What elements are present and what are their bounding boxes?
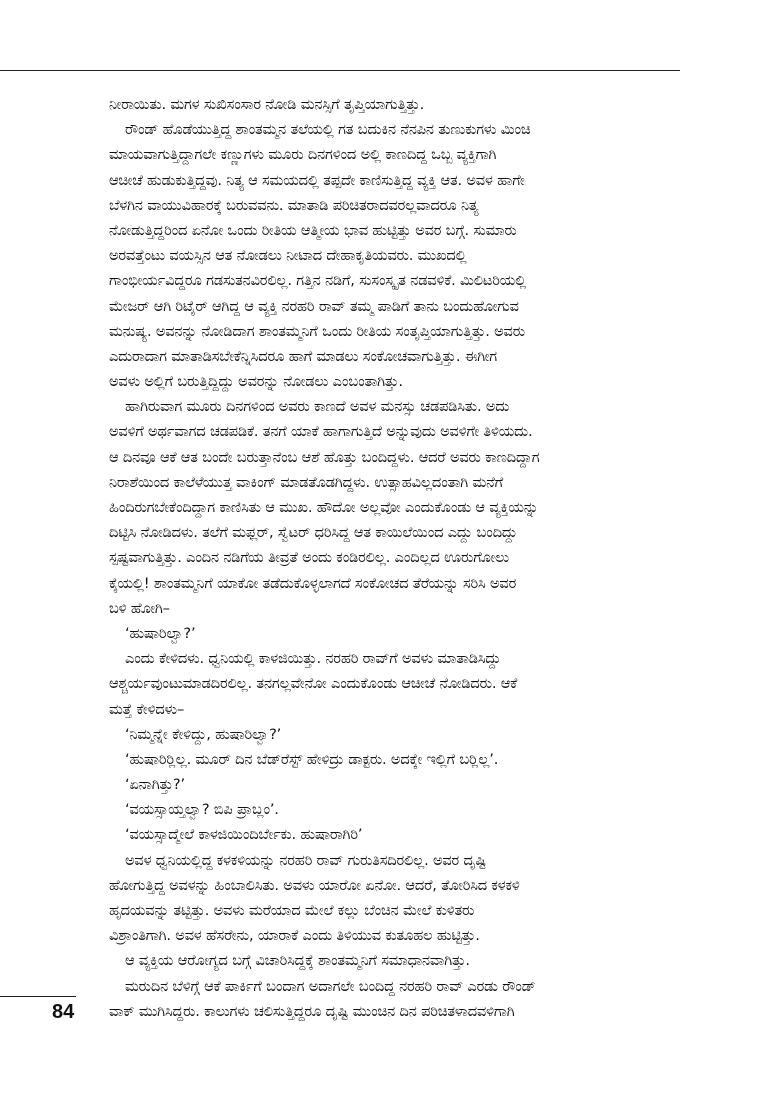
page-number: 84 [52,1001,75,1023]
text-line: ಗಾಂಭೀರ್ಯವಿದ್ದರೂ ಗಡಸುತನವಿರಲಿಲ್ಲ. ಗತ್ತಿನ ನಡಿಗೆ, ಸುಸಂಸ್ಕೃತ ನಡವಳಿಕೆ. ಮಿಲಿಟರಿಯಲ್ಲಿ [109,272,526,290]
text-line: ಅರವತ್ತೆಂಟು ವಯಸ್ಸಿನ ಆತ ನೋಡಲು ನೀಟಾದ ದೇಹಾಕೃತಿಯವರು. ಮುಖದಲ್ಲಿ [109,247,467,265]
text-line: ಹಾಗಿರುವಾಗ ಮೂರು ದಿನಗಳಿಂದ ಅವರು ಕಾಣದೆ ಅವಳ ಮನಸ್ಸು ಚಡಪಡಿಸಿತು. ಅದು [125,398,510,416]
text-line: ದಿಟ್ಟಿಸಿ ನೋಡಿದಳು. ತಲೆಗೆ ಮಫ್ಲರ್, ಸ್ವೆಟರ್ ಧರಿಸಿದ್ದ ಆತ ಕಾಯಿಲೆಯಿಂದ ಎದ್ದು ಬಂದಿದ್ದು [109,524,518,542]
text-line: ಆ ವ್ಯಕ್ತಿಯ ಆರೋಗ್ಯದ ಬಗ್ಗೆ ವಿಚಾರಿಸಿದ್ದಕ್ಕೆ ಶಾಂತಮ್ಮನಿಗೆ ಸಮಾಧಾನವಾಗಿತ್ತು. [125,952,470,970]
text-line: ವಿಶ್ರಾಂತಿಗಾಗಿ. ಅವಳ ಹೆಸರೇನು, ಯಾರಾಕೆ ಎಂದು ತಿಳಿಯುವ ಕುತೂಹಲ ಹುಟ್ಟಿತ್ತು. [109,927,480,945]
text-line: ಹೃದಯವನ್ನು ತಟ್ಟಿತ್ತು. ಅವಳು ಮರೆಯಾದ ಮೇಲೆ ಕಲ್ಲು ಬೆಂಚಿನ ಮೇಲೆ ಕುಳಿತರು [109,902,475,919]
text-line: ಬಳಿ ಹೋಗಿ– [109,599,170,617]
text-line: ಸ್ಪಷ್ಟವಾಗುತ್ತಿತ್ತು. ಎಂದಿನ ನಡಿಗೆಯ ತೀವ್ರತೆ ಅಂದು ಕಂಡಿರಲಿಲ್ಲ. ಎಂದಿಲ್ಲದ ಊರುಗೋಲು [109,549,509,567]
text-line: ನಿರಾಶೆಯಿಂದ ಕಾಲೆಳೆಯುತ್ತ ವಾಕಿಂಗ್ ಮಾಡತೊಡಗಿದ್ದಳು. ಉತ್ಸಾಹವಿಲ್ಲದಂತಾಗಿ ಮನೆಗೆ [109,473,503,491]
body-text [109,92,681,1024]
text-line: ಮೇಜರ್ ಆಗಿ ರಿಟೈರ್ ಆಗಿದ್ದ ಆ ವ್ಯಕ್ತಿ ನರಹರಿ ರಾವ್ ತಮ್ಮ ಪಾಡಿಗೆ ತಾನು ಬಂದುಹೋಗುವ [109,297,519,315]
text-line: ಅವಳಿಗೆ ಅರ್ಥವಾಗದ ಚಡಪಡಿಕೆ. ತನಗೆ ಯಾಕೆ ಹಾಗಾಗುತ್ತಿದೆ ಅನ್ನುವುದು ಅವಳಿಗೇ ತಿಳಿಯದು. [109,423,533,441]
text-line: ಹೋಗುತ್ತಿದ್ದ ಅವಳನ್ನು ಹಿಂಬಾಲಿಸಿತು. ಅವಳು ಯಾರೋ ಏನೋ. ಆದರೆ, ತೋರಿಸಿದ ಕಳಕಳಿ [109,876,520,894]
text-line: ಹಿಂದಿರುಗಬೇಕೆಂದಿದ್ದಾಗ ಕಾಣಿಸಿತು ಆ ಮುಖ. ಹೌದೋ ಅಲ್ಲವೋ ಎಂದುಕೊಂಡು ಆ ವ್ಯಕ್ತಿಯನ್ನು [109,499,539,516]
text-line: ಮನುಷ್ಯ. ಅವನನ್ನು ನೋಡಿದಾಗ ಶಾಂತಮ್ಮನಿಗೆ ಒಂದು ರೀತಿಯ ಸಂತೃಪ್ತಿಯಾಗುತ್ತಿತ್ತು. ಅವರು [109,322,525,340]
text-line: ಬೆಳಗಿನ ವಾಯುವಿಹಾರಕ್ಕೆ ಬರುವವನು. ಮಾತಾಡಿ ಪರಿಚಿತರಾದವರಲ್ಲವಾದರೂ ನಿತ್ಯ [109,196,479,214]
text-line: ಆಚೀಚೆ ಹುಡುಕುತ್ತಿದ್ದವು. ನಿತ್ಯ ಆ ಸಮಯದಲ್ಲಿ ತಪ್ಪದೇ ಕಾಣಿಸುತ್ತಿದ್ದ ವ್ಯಕ್ತಿ ಆತ. ಅವಳ ಹಾಗೇ [109,171,525,189]
text-line: ಅವಳು ಅಲ್ಲಿಗೆ ಬರುತ್ತಿದ್ದಿದ್ದು ಅವರನ್ನು ನೋಡಲು ಎಂಬಂತಾಗಿತ್ತು. [109,373,403,391]
footer-rule [0,996,76,997]
text-line: ಎದುರಾದಾಗ ಮಾತಾಡಿಸಬೇಕೆನ್ನಿಸಿದರೂ ಹಾಗೆ ಮಾಡಲು ಸಂಕೋಚವಾಗುತ್ತಿತ್ತು. ಈಗೀಗ [109,347,497,365]
text-line: ಮರುದಿನ ಬೆಳಿಗ್ಗೆ ಆಕೆ ಪಾರ್ಕಿಗೆ ಬಂದಾಗ ಅದಾಗಲೇ ಬಂದಿದ್ದ ನರಹರಿ ರಾವ್ ಎರಡು ರೌಂಡ್ [125,977,536,995]
text-line: ನೋಡುತ್ತಿದ್ದರಿಂದ ಏನೋ ಒಂದು ರೀತಿಯ ಆತ್ಮೀಯ ಭಾವ ಹುಟ್ಟಿತ್ತು ಅವರ ಬಗ್ಗೆ. ಸುಮಾರು [109,221,517,239]
text-line: ನೀರಾಯಿತು. ಮಗಳ ಸುಖಿಸಂಸಾರ ನೋಡಿ ಮನಸ್ಸಿಗೆ ತೃಪ್ತಿಯಾಗುತ್ತಿತ್ತು. [109,96,425,113]
dialogue-line: ‘ವಯಸ್ಸಾದ್ಮೇಲೆ ಕಾಳಜಿಯಿಂದಿರ್ಬೇಕು. ಹುಷಾರಾಗಿರಿ’ [125,826,363,844]
dialogue-line: ‘ಹುಷಾರಿಲ್ವಾ?’ [125,624,196,642]
text-line: ಅವಳ ಧ್ವನಿಯಲ್ಲಿದ್ದ ಕಳಕಳಿಯನ್ನು ನರಹರಿ ರಾವ್ ಗುರುತಿಸದಿರಲಿಲ್ಲ. ಅವರ ದೃಷ್ಟಿ [125,851,487,869]
dialogue-line: ‘ಹುಷಾರಿರ್‍ಲಿಲ್ಲ. ಮೂರ್ ದಿನ ಬೆಡ್‌ರೆಸ್ಟ್ ಹೇಳಿದ್ರು ಡಾಕ್ಟರು. ಅದಕ್ಕೇ ಇಲ್ಲಿಗೆ ಬರ್‍ಲಿಲ್ಲ’. [125,750,499,768]
text-line: ವಾಕ್ ಮುಗಿಸಿದ್ದರು. ಕಾಲುಗಳು ಚಲಿಸುತ್ತಿದ್ದರೂ ದೃಷ್ಟಿ ಮುಂಚಿನ ದಿನ ಪರಿಚಿತಳಾದವಳಿಗಾಗಿ [109,1002,515,1020]
text-line: ಮತ್ತೆ ಕೇಳಿದಳು– [109,700,185,718]
header-rule [0,70,680,71]
text-line: ಆ ದಿನವೂ ಆಕೆ ಆತ ಬಂದೇ ಬರುತ್ತಾನೆಂಬ ಆಶೆ ಹೊತ್ತು ಬಂದಿದ್ದಳು. ಆದರೆ ಅವರು ಕಾಣದಿದ್ದಾಗ [109,448,540,466]
text-line: ಆಶ್ಚರ್ಯವುಂಟುಮಾಡದಿರಲಿಲ್ಲ. ತನಗಲ್ಲವೇನೋ ಎಂದುಕೊಂಡು ಆಚೀಚೆ ನೋಡಿದರು. ಆಕೆ [109,675,518,693]
dialogue-line: ‘ವಯಸ್ಸಾಯ್ತಲ್ವಾ? ಬಿಪಿ ಪ್ರಾಬ್ಲಂ’. [125,801,279,819]
dialogue-line: ‘ಏನಾಗಿತ್ತು?’ [125,776,185,794]
text-line: ರೌಂಡ್ ಹೊಡೆಯುತ್ತಿದ್ದ ಶಾಂತಮ್ಮನ ತಲೆಯಲ್ಲಿ ಗತ ಬದುಕಿನ ನೆನಪಿನ ತುಣುಕುಗಳು ಮಿಂಚಿ [125,121,531,139]
text-line: ಮಾಯವಾಗುತ್ತಿದ್ದಾಗಲೇ ಕಣ್ಣುಗಳು ಮೂರು ದಿನಗಳಿಂದ ಅಲ್ಲಿ ಕಾಣದಿದ್ದ ಒಬ್ಬ ವ್ಯಕ್ತಿಗಾಗಿ [109,146,497,164]
dialogue-line: ‘ನಿಮ್ಮನ್ನೇ ಕೇಳಿದ್ದು, ಹುಷಾರಿಲ್ವಾ?’ [125,725,282,743]
text-line: ಎಂದು ಕೇಳಿದಳು. ಧ್ವನಿಯಲ್ಲಿ ಕಾಳಜಿಯಿತ್ತು. ನರಹರಿ ರಾವ್‌ಗೆ ಅವಳು ಮಾತಾಡಿಸಿದ್ದು [125,650,501,668]
text-line: ಕೈಯಲ್ಲಿ! ಶಾಂತಮ್ಮನಿಗೆ ಯಾಕೋ ತಡೆದುಕೊಳ್ಳಲಾಗದೆ ಸಂಕೋಚದ ತೆರೆಯನ್ನು ಸರಿಸಿ ಅವರ [109,574,517,592]
